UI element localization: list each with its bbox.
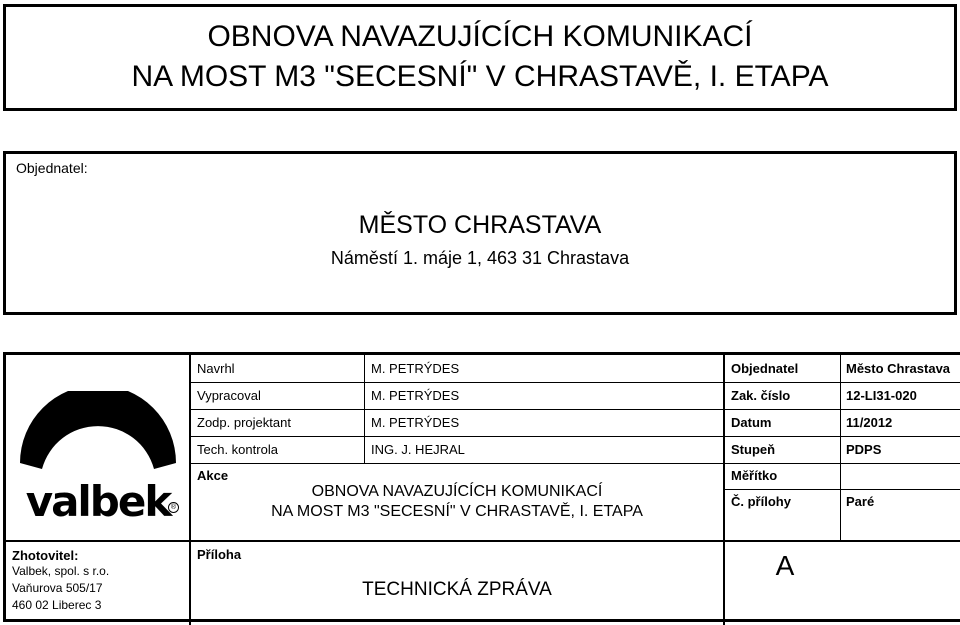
contractor-city: 460 02 Liberec 3 <box>12 598 102 612</box>
stupen-label: Stupeň <box>731 442 776 457</box>
akce-line2: NA MOST M3 "SECESNÍ" V CHRASTAVĚ, I. ETAPA <box>271 503 643 520</box>
objednatel-value: Město Chrastava <box>846 361 951 376</box>
client-name: MĚSTO CHRASTAVA <box>358 211 602 239</box>
vypracoval-label: Vypracoval <box>197 388 261 403</box>
divider <box>189 436 960 437</box>
zak-cislo-value: 12-LI31-020 <box>846 388 917 403</box>
contractor-label: Zhotovitel: <box>12 548 79 563</box>
client-label: Objednatel: <box>16 160 88 176</box>
objednatel-label: Objednatel <box>731 361 799 376</box>
navrhl-label: Navrhl <box>197 361 235 376</box>
stupen-value: PDPS <box>846 442 882 457</box>
priloha-label: Příloha <box>197 547 242 562</box>
meritko-label: Měřítko <box>731 468 778 483</box>
zodp-projektant-value: M. PETRÝDES <box>371 415 460 430</box>
priloha-letter: A <box>775 550 795 581</box>
divider <box>840 355 841 542</box>
datum-value: 11/2012 <box>846 415 893 430</box>
akce-label: Akce <box>197 468 229 483</box>
contractor-name: Valbek, spol. s r.o. <box>12 564 110 578</box>
client-box <box>3 151 957 315</box>
divider <box>189 382 960 383</box>
zodp-projektant-label: Zodp. projektant <box>197 415 291 430</box>
project-title-line2: NA MOST M3 "SECESNÍ" V CHRASTAVĚ, I. ETAPA <box>131 60 829 93</box>
divider <box>6 540 960 542</box>
tech-kontrola-label: Tech. kontrola <box>197 442 278 457</box>
akce-line1: OBNOVA NAVAZUJÍCÍCH KOMUNIKACÍ <box>311 483 603 500</box>
client-address: Náměstí 1. máje 1, 463 31 Chrastava <box>330 248 630 268</box>
valbek-logo <box>14 391 182 533</box>
tech-kontrola-value: ING. J. HEJRAL <box>371 442 465 457</box>
vypracoval-value: M. PETRÝDES <box>371 388 460 403</box>
divider <box>723 489 960 490</box>
contractor-street: Vaňurova 505/17 <box>12 581 103 595</box>
project-title-box <box>3 4 957 111</box>
divider <box>189 409 960 410</box>
navrhl-value: M. PETRÝDES <box>371 361 460 376</box>
priloha-title: TECHNICKÁ ZPRÁVA <box>362 579 552 600</box>
divider <box>723 355 725 625</box>
zak-cislo-label: Zak. číslo <box>731 388 791 403</box>
valbek-logo-text: valbek <box>25 477 171 526</box>
pare-label: Paré <box>846 494 875 509</box>
project-title-line1: OBNOVA NAVAZUJÍCÍCH KOMUNIKACÍ <box>207 20 753 53</box>
registered-icon: ® <box>168 502 179 513</box>
datum-label: Datum <box>731 415 772 430</box>
divider <box>189 463 960 464</box>
title-block <box>3 352 960 622</box>
priloha-number-label: Č. přílohy <box>731 494 791 509</box>
